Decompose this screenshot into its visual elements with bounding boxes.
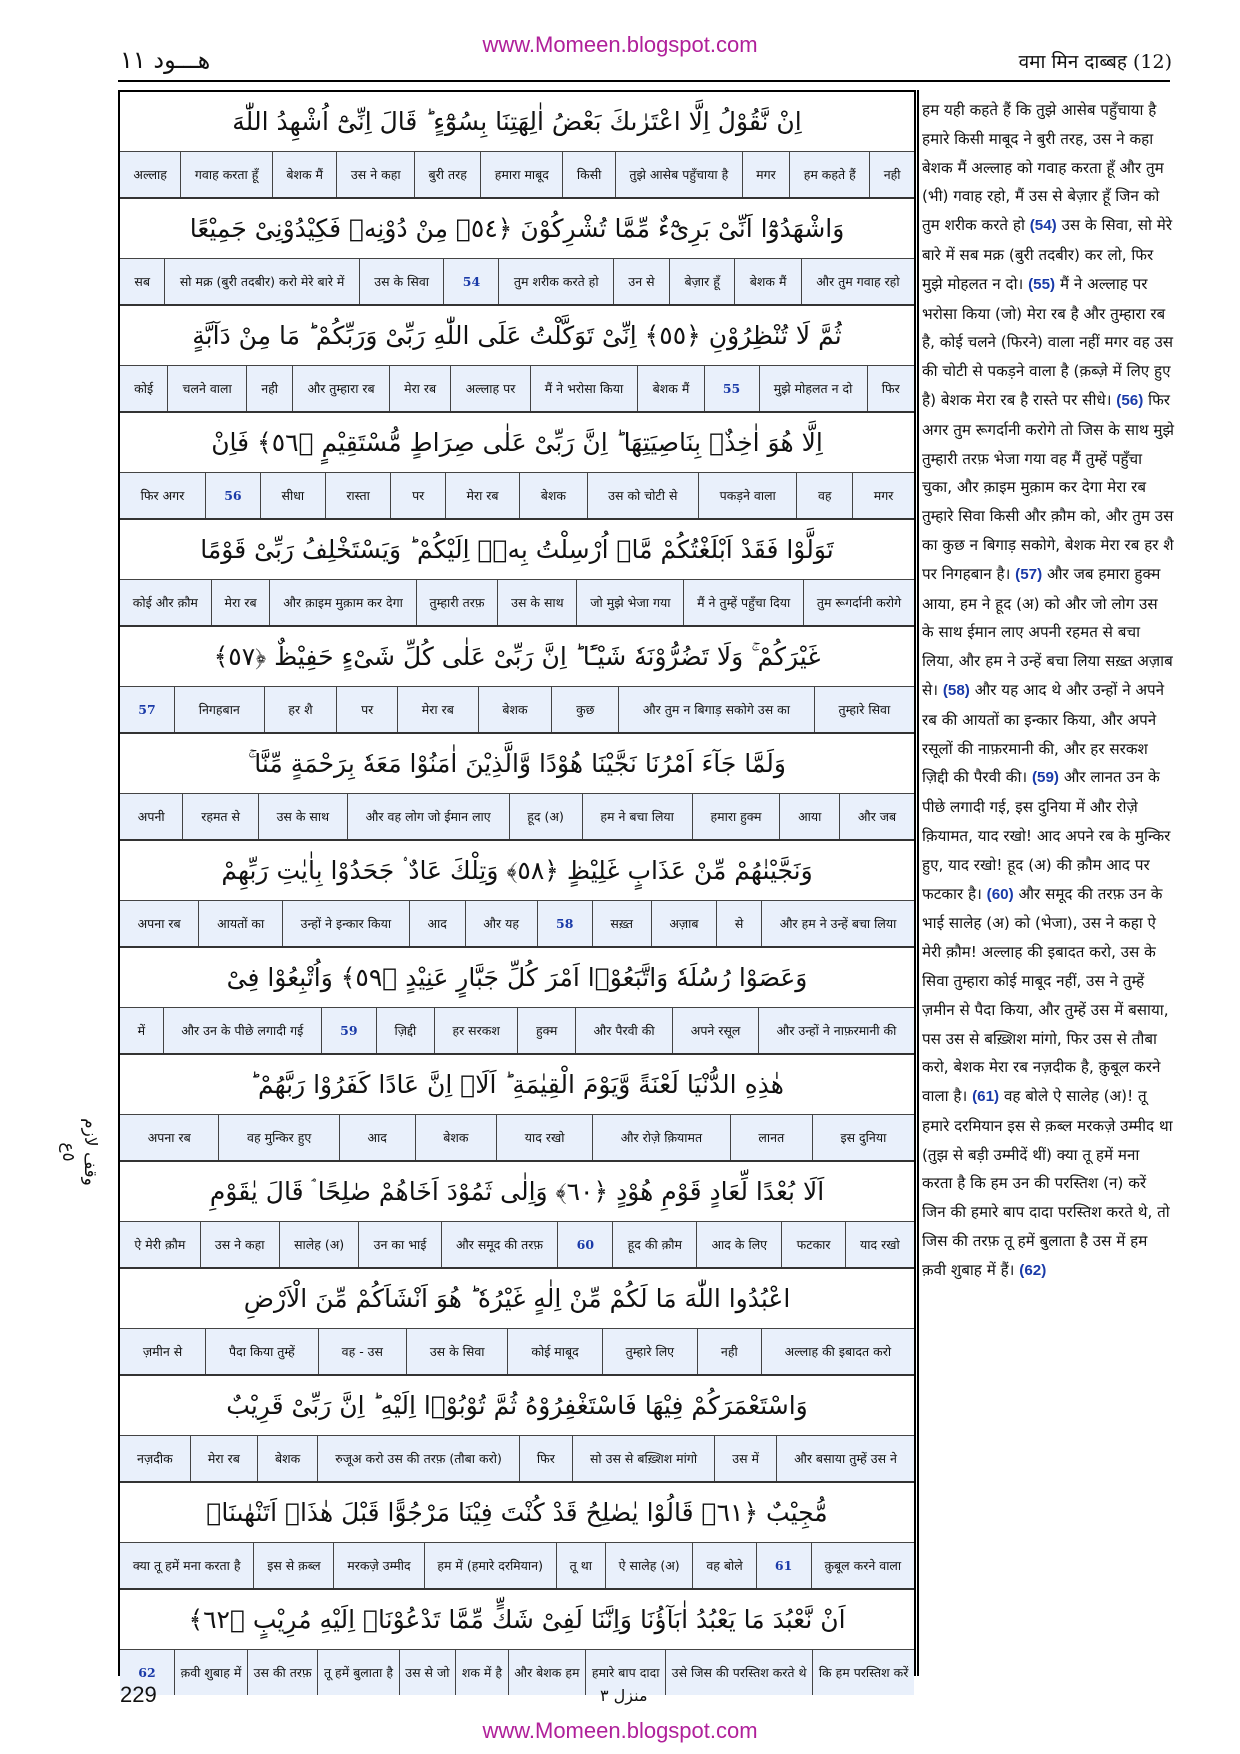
word-meaning-cell: ऐ सालेह (अ)	[605, 1543, 693, 1588]
word-meaning-cell: आद	[339, 1115, 415, 1160]
word-meaning-cell: हमारा माबूद	[480, 152, 562, 197]
word-meaning-cell: बेशक	[478, 687, 552, 732]
word-meaning-cell: अल्लाह पर	[450, 366, 529, 411]
word-meaning-cell: बेशक मैं	[272, 152, 337, 197]
translation-row	[120, 1543, 914, 1590]
word-meaning-cell: हमारे बाप दादा	[585, 1650, 665, 1695]
word-meaning-cell: बेशक मैं	[637, 366, 703, 411]
arabic-line: اَنْ نَّعْبُدَ مَا يَعْبُدُ اٰبَآؤُنَا وَاِنَّنَا لَفِىْ شَكٍّ مِّمَّا تَدْعُوْنَاۤ اِلَيْهِ مُرِيْبٍ ﴿٦٢﴾	[120, 1590, 914, 1650]
word-meaning-cell: बेज़ार हूँ	[669, 259, 734, 304]
word-meaning-cell: उस से जो	[399, 1650, 456, 1695]
word-meaning-cell: तुम रूगर्दानी करोगे	[803, 580, 914, 625]
para-title: वमा मिन दाब्बह (12)	[1018, 51, 1172, 73]
word-meaning-cell: कि हम परस्तिश करें	[812, 1650, 914, 1695]
translation-text: उस के सिवा, सो मेरे बारे में सब मक्र (बुरी तदबीर) कर लो, फिर मुझे मोहलत न दो।	[922, 216, 1173, 293]
word-meaning-cell: क़वी शुबाह में	[174, 1650, 247, 1695]
translation-row	[120, 366, 914, 413]
word-meaning-cell: इस से क़ब्ल	[253, 1543, 333, 1588]
word-meaning-cell: बेशक	[415, 1115, 497, 1160]
word-meaning-cell: रास्ता	[325, 473, 391, 518]
word-meaning-cell: तुम्हारे सिवा	[814, 687, 914, 732]
word-meaning-cell: उस के साथ	[497, 580, 576, 625]
verse-number: (54)	[1029, 217, 1057, 235]
arabic-line: وَلَمَّا جَآءَ اَمْرُنَا نَجَّيْنَا هُوْدًا وَّالَّذِيْنَ اٰمَنُوْا مَعَهٗ بِرَحْمَةٍ مِّنَّا ۚ	[120, 734, 914, 794]
word-meaning-cell: वह मुन्किर हुए	[218, 1115, 339, 1160]
word-meaning-cell: उन का भाई	[358, 1222, 440, 1267]
word-meaning-cell: नही	[869, 152, 914, 197]
verse-number-cell: 58	[537, 901, 592, 946]
word-meaning-cell: क़ुबूल करने वाला	[811, 1543, 914, 1588]
word-meaning-cell: बुरी तरह	[414, 152, 480, 197]
verse-number: (57)	[1015, 565, 1043, 583]
arabic-line: وَعَصَوْا رُسُلَهٗ وَاتَّبَعُوْۤا اَمْرَ كُلِّ جَبَّارٍ عَنِيْدٍ ﴿٥٩﴾ وَاُتْبِعُوْا فِىْ	[120, 948, 914, 1008]
surah-name-arabic: هـــود ١١	[120, 46, 211, 74]
word-meaning-cell: मगर	[742, 152, 790, 197]
word-meaning-cell: और समूद की तरफ़	[441, 1222, 558, 1267]
verse-number-cell: 56	[205, 473, 260, 518]
word-meaning-cell: फिर अगर	[140, 488, 185, 503]
verse-number-cell: 57	[138, 702, 156, 717]
translation-text: और यह आद थे और उन्हों ने अपने रब की आयतों का इन्कार किया, और अपने रसूलों की नाफ़रमानी की, और हर सरकश ज़िद्दी की पैरवी की।	[922, 680, 1165, 787]
word-meaning-cell: और बसाया तुम्हें उस ने	[776, 1436, 914, 1481]
word-meaning-cell: सालेह (अ)	[279, 1222, 359, 1267]
word-meaning-cell: और बेशक हम	[508, 1650, 586, 1695]
word-meaning-cell: तुम शरीक करते हो	[498, 259, 613, 304]
word-meaning-cell: तुम्हारी तरफ़	[416, 580, 498, 625]
word-meaning-cell: अज़ाब	[651, 901, 717, 946]
word-meaning-cell: पकड़ने वाला	[698, 473, 796, 518]
word-meaning-cell: उस ने कहा	[200, 1222, 279, 1267]
word-meaning-cell: फिर	[867, 366, 914, 411]
word-meaning-cell: याद रखो	[496, 1115, 592, 1160]
word-meaning-cell: उसे जिस की परस्तिश करते थे	[665, 1650, 812, 1695]
word-meaning-cell: और हम ने उन्हें बचा लिया	[761, 901, 914, 946]
word-meaning-cell: क्या तू हमें मना करता है	[132, 1558, 241, 1573]
translation-row	[120, 1329, 914, 1376]
word-meaning-cell: उस ने कहा	[336, 152, 414, 197]
word-meaning-cell: तू हमें बुलाता है	[317, 1650, 398, 1695]
word-meaning-cell: गवाह करता हूँ	[180, 152, 271, 197]
word-meaning-cell: सब	[134, 274, 150, 289]
word-meaning-cell: रहमत से	[182, 794, 257, 839]
word-meaning-cell: ऐ मेरी क़ौम	[134, 1237, 186, 1252]
word-meaning-cell: रुजूअ करो उस की तरफ़ (तौबा करो)	[317, 1436, 519, 1481]
verse-number: (62)	[1019, 1261, 1047, 1279]
word-meaning-cell: और तुम न बिगाड़ सकोगे उस का	[618, 687, 814, 732]
word-meaning-cell: उस में	[714, 1436, 776, 1481]
arabic-line: مُّجِيْبٌ ﴿٦١﴾ قَالُوْا يٰصٰلِحُ قَدْ كُنْتَ فِيْنَا مَرْجُوًّا قَبْلَ هٰذَاۤ اَتَنْهٰىنَاۤ	[120, 1483, 914, 1543]
word-meaning-cell: और क़ाइम मुक़ाम कर देगा	[269, 580, 415, 625]
word-meaning-cell: आया	[779, 794, 839, 839]
word-meaning-cell: उस के सिवा	[359, 259, 444, 304]
header-divider	[118, 80, 1170, 82]
word-meaning-cell: कुछ	[551, 687, 618, 732]
word-meaning-cell: और रोज़े क़ियामत	[592, 1115, 730, 1160]
translation-row	[120, 152, 914, 199]
word-meaning-cell: किसी	[562, 152, 614, 197]
word-meaning-cell: उस के साथ	[258, 794, 347, 839]
word-meaning-cell: इस दुनिया	[812, 1115, 914, 1160]
word-meaning-cell: वह	[796, 473, 852, 518]
word-meaning-cell: ज़िद्दी	[376, 1008, 434, 1053]
word-meaning-cell: अपनी	[137, 809, 165, 824]
word-meaning-cell: अल्लाह की इबादत करो	[761, 1329, 914, 1374]
word-meaning-cell: उन्हों ने इन्कार किया	[282, 901, 409, 946]
word-meaning-cell: मैं ने भरोसा किया	[530, 366, 638, 411]
translation-row	[120, 580, 914, 627]
site-url-top[interactable]: www.Momeen.blogspot.com	[482, 32, 758, 57]
word-meaning-cell: नही	[697, 1329, 761, 1374]
arabic-line: ثُمَّ لَا تُنْظِرُوْنِ ﴿٥٥﴾ اِنِّىْ تَوَكَّلْتُ عَلَى اللّٰهِ رَبِّىْ وَرَبِّكُمْ ؕ مَا مِنْ دَآبَّةٍ	[120, 306, 914, 366]
arabic-line: وَاشْهَدُوْٓا اَنِّىْ بَرِىْٓءٌ مِّمَّا تُشْرِكُوْنَ ﴿٥٤﴾ مِنْ دُوْنِهٖ فَكِيْدُوْنِىْ جَمِيْعًا	[120, 199, 914, 259]
word-meaning-cell: में	[137, 1023, 146, 1038]
translation-row	[120, 687, 914, 734]
translation-row	[120, 1008, 914, 1055]
ruku-margin-note: وقف لازم ٥ع	[58, 1118, 100, 1186]
verse-number: (56)	[1116, 391, 1144, 409]
word-meaning-cell: हूद (अ)	[509, 794, 582, 839]
verse-number: (60)	[986, 885, 1014, 903]
word-meaning-cell: हर सरकश	[434, 1008, 518, 1053]
word-meaning-cell: फिर	[519, 1436, 572, 1481]
translation-row	[120, 259, 914, 306]
word-meaning-cell: और तुम्हारा रब	[292, 366, 389, 411]
word-by-word-table	[118, 90, 916, 1680]
word-meaning-cell: मैं ने तुम्हें पहुँचा दिया	[683, 580, 803, 625]
word-meaning-cell: याद रखो	[845, 1222, 914, 1267]
verse-number-cell: 54	[443, 259, 498, 304]
translation-column	[922, 96, 1174, 1676]
word-meaning-cell: सो उस से बख़्शिश मांगो	[572, 1436, 714, 1481]
word-meaning-cell: वह - उस	[318, 1329, 406, 1374]
translation-text: हम यही कहते हैं कि तुझे आसेब पहुँचाया है हमारे किसी माबूद ने बुरी तरह, उस ने कहा बेशक मैं अल्लाह को गवाह करता हूँ और तुम (भी) गवाह रहो, मैं उस से बेज़ार हूँ जिन को तुम शरीक करते हो	[922, 101, 1164, 235]
manzil-label: منزل ٣	[600, 1686, 648, 1705]
word-meaning-cell: चलने वाला	[167, 366, 246, 411]
verse-number-cell: 61	[756, 1543, 811, 1588]
word-meaning-cell: उस के सिवा	[406, 1329, 508, 1374]
arabic-line: وَنَجَّيْنٰهُمْ مِّنْ عَذَابٍ غَلِيْظٍ ﴿٥٨﴾ وَتِلْكَ عَادٌ ۟ جَحَدُوْا بِاٰيٰتِ رَبِّهِمْ	[120, 841, 914, 901]
word-meaning-cell: और जब	[839, 794, 914, 839]
word-meaning-cell: सो मक्र (बुरी तदबीर) करो मेरे बारे में	[164, 259, 358, 304]
word-meaning-cell: मेरा रब	[397, 687, 478, 732]
word-meaning-cell: हम कहते हैं	[789, 152, 869, 197]
word-meaning-cell: आद	[409, 901, 465, 946]
arabic-line: هٰذِهِ الدُّنْيَا لَعْنَةً وَّيَوْمَ الْقِيٰمَةِ ؕ اَلَاۤ اِنَّ عَادًا كَفَرُوْا رَبَّهُمْ ؕ	[120, 1055, 914, 1115]
translation-text: और लानत उन के पीछे लगादी गई, इस दुनिया में और रोज़े क़ियामत, याद रखो! आद अपने रब के मुन्किर हुए, याद रखो! हूद (अ) की क़ौम आद पर फटकार है।	[922, 768, 1171, 903]
arabic-line: اِلَّا هُوَ اٰخِذٌۢ بِنَاصِيَتِهَا ؕ اِنَّ رَبِّىْ عَلٰى صِرَاطٍ مُّسْتَقِيْمٍ ﴿٥٦﴾ فَاِنْ	[120, 413, 914, 473]
word-meaning-cell: फटकार	[781, 1222, 844, 1267]
word-meaning-cell: नही	[246, 366, 292, 411]
translation-text: और समूद की तरफ़ उन के भाई सालेह (अ) को (भेजा), उस ने कहा ऐ मेरी क़ौम! अल्लाह की इबादत करो, उस के सिवा तुम्हारा कोई माबूद नहीं, उस ने तुम्हें ज़मीन से पैदा किया, और तुम्हें उस में बसाया, पस उस से बख़्शिश मांगो, फिर उस से तौबा करो, बेशक मेरा रब नज़दीक है, क़ुबूल करने वाला है।	[922, 884, 1169, 1106]
arabic-line: وَاسْتَعْمَرَكُمْ فِيْهَا فَاسْتَغْفِرُوْهُ ثُمَّ تُوْبُوْۤا اِلَيْهِ ؕ اِنَّ رَبِّىْ قَرِيْبٌ	[120, 1376, 914, 1436]
verse-number-cell: 62	[138, 1665, 156, 1680]
word-meaning-cell: कोई और क़ौम	[132, 595, 198, 610]
translation-text: वह बोले ऐ सालेह (अ)! तू हमारे दरमियान इस से क़ब्ल मरकज़े उम्मीद था (तुझ से बड़ी उम्मीदें थीं) क्या तू हमें मना करता है कि हम उन की परस्तिश (न) करें जिन की हमारे बाप दादा परस्तिश करते थे, तो जिस की तरफ़ तू हमें बुलाता है उस में हम क़वी शुबाह में हैं।	[922, 1087, 1173, 1279]
word-meaning-cell: मेरा रब	[389, 366, 450, 411]
word-meaning-cell: पैदा किया तुम्हें	[205, 1329, 318, 1374]
word-meaning-cell: हम ने बचा लिया	[582, 794, 692, 839]
translation-row	[120, 1436, 914, 1483]
word-meaning-cell: और वह लोग जो ईमान लाए	[347, 794, 509, 839]
translation-row	[120, 1222, 914, 1269]
word-meaning-cell: जो मुझे भेजा गया	[576, 580, 683, 625]
word-meaning-cell: आद के लिए	[696, 1222, 781, 1267]
translation-row	[120, 473, 914, 520]
translation-text: और जब हमारा हुक्म आया, हम ने हूद (अ) को और जो लोग उस के साथ ईमान लाए अपनी रहमत से बचा लिया, और हम ने उन्हें बचा लिया सख़्त अज़ाब से।	[922, 564, 1173, 699]
word-meaning-cell: सीधा	[260, 473, 325, 518]
page-number: 229	[120, 1682, 157, 1707]
column-divider	[917, 90, 919, 1676]
word-meaning-cell: और उन्हों ने नाफ़रमानी की	[758, 1008, 914, 1053]
verse-number: (59)	[1031, 769, 1059, 787]
arabic-line: تَوَلَّوْا فَقَدْ اَبْلَغْتُكُمْ مَّاۤ اُرْسِلْتُ بِهٖۤ اِلَيْكُمْ ؕ وَيَسْتَخْلِفُ رَبِّىْ قَوْمًا	[120, 520, 914, 580]
word-meaning-cell: मुझे मोहलत न दो	[759, 366, 867, 411]
word-meaning-cell: मरकज़े उम्मीद	[333, 1543, 423, 1588]
arabic-line: اعْبُدُوا اللّٰهَ مَا لَكُمْ مِّنْ اِلٰهٍ غَيْرُهٗ ؕ هُوَ اَنْشَاَكُمْ مِّنَ الْاَرْضِ	[120, 1269, 914, 1329]
word-meaning-cell: बेशक मैं	[734, 259, 801, 304]
verse-number: (58)	[942, 681, 970, 699]
word-meaning-cell: नज़दीक	[137, 1451, 173, 1466]
word-meaning-cell: सख़्त	[592, 901, 651, 946]
word-meaning-cell: कोई	[134, 381, 154, 396]
translation-row	[120, 1650, 914, 1695]
verse-number: (55)	[1028, 275, 1056, 293]
word-meaning-cell: अल्लाह	[133, 167, 167, 182]
word-meaning-cell: अपना रब	[137, 916, 181, 931]
word-meaning-cell: उस को चोटी से	[587, 473, 698, 518]
word-meaning-cell: उस की तरफ़	[247, 1650, 317, 1695]
translation-row	[120, 794, 914, 841]
word-meaning-cell: निगहबान	[174, 687, 264, 732]
word-meaning-cell: ज़मीन से	[142, 1344, 183, 1359]
translation-text: मैं ने अल्लाह पर भरोसा किया (जो) मेरा रब है और तुम्हारा रब है, कोई चलने (फिरने) वाला नहीं मगर वह उस की चोटी से पकड़ने वाला है (क़ब्ज़े में लिए हुए है) बेशक मेरा रब है रास्ते पर सीधे।	[922, 274, 1174, 409]
translation-row	[120, 901, 914, 948]
word-meaning-cell: वह बोले	[692, 1543, 755, 1588]
translation-text: फिर अगर तुम रूगर्दानी करोगे तो जिस के साथ मुझे तुम्हारी तरफ़ भेजा गया वह मैं तुम्हें पहुँचा चुका, और क़ाइम मुक़ाम कर देगा मेरा रब तुम्हारे सिवा किसी और क़ौम को, और तुम उस का कुछ न बिगाड़ सकोगे, बेशक मेरा रब हर शै पर निगहबान है।	[922, 390, 1174, 583]
word-meaning-cell: हर शै	[264, 687, 337, 732]
arabic-line: اَلَا بُعْدًا لِّعَادٍ قَوْمِ هُوْدٍ ﴿٦٠﴾ وَاِلٰى ثَمُوْدَ اَخَاهُمْ صٰلِحًا ۘ قَالَ يٰقَوْمِ	[120, 1162, 914, 1222]
word-meaning-cell: शक में है	[455, 1650, 507, 1695]
arabic-line: اِنْ نَّقُوْلُ اِلَّا اعْتَرٰىكَ بَعْضُ اٰلِهَتِنَا بِسُوْٓءٍ ؕ قَالَ اِنِّىْٓ اُشْهِدُ اللّٰهَ	[120, 92, 914, 152]
arabic-line: غَيْرَكُمْ ۚ وَلَا تَضُرُّوْنَهٗ شَيْـًٔا ؕ اِنَّ رَبِّىْ عَلٰى كُلِّ شَىْءٍ حَفِيْظٌ ﴿٥٧﴾	[120, 627, 914, 687]
verse-number-cell: 59	[321, 1008, 376, 1053]
word-meaning-cell: उन से	[613, 259, 669, 304]
word-meaning-cell: मगर	[852, 473, 914, 518]
word-meaning-cell: पर	[390, 473, 444, 518]
word-meaning-cell: अपना रब	[147, 1130, 191, 1145]
translation-row	[120, 1115, 914, 1162]
verse-number-cell: 60	[557, 1222, 612, 1267]
full-translation-paragraph	[922, 96, 1174, 1286]
word-meaning-cell: तुझे आसेब पहुँचाया है	[615, 152, 742, 197]
verse-number: (61)	[972, 1088, 1000, 1106]
word-meaning-cell: और यह	[465, 901, 537, 946]
word-meaning-cell: मेरा रब	[445, 473, 519, 518]
word-meaning-cell: अपने रसूल	[672, 1008, 758, 1053]
word-meaning-cell: पर	[336, 687, 397, 732]
word-meaning-cell: मेरा रब	[190, 1436, 257, 1481]
word-meaning-cell: आयतों का	[198, 901, 282, 946]
verse-number-cell: 55	[704, 366, 759, 411]
word-meaning-cell: और तुम गवाह रहो	[801, 259, 914, 304]
word-meaning-cell: बेशक	[519, 473, 586, 518]
word-meaning-cell: और पैरवी की	[575, 1008, 672, 1053]
site-url-bottom[interactable]: www.Momeen.blogspot.com	[482, 1718, 758, 1743]
word-meaning-cell: और उन के पीछे लगादी गई	[163, 1008, 321, 1053]
word-meaning-cell: मेरा रब	[211, 580, 270, 625]
word-meaning-cell: हमारा हुक्म	[692, 794, 780, 839]
word-meaning-cell: हम में (हमारे दरमियान)	[424, 1543, 556, 1588]
word-meaning-cell: तू था	[556, 1543, 605, 1588]
word-meaning-cell: लानत	[730, 1115, 812, 1160]
word-meaning-cell: से	[716, 901, 761, 946]
word-meaning-cell: कोई माबूद	[507, 1329, 601, 1374]
word-meaning-cell: हूद की क़ौम	[612, 1222, 696, 1267]
word-meaning-cell: तुम्हारे लिए	[602, 1329, 697, 1374]
word-meaning-cell: हुक्म	[517, 1008, 575, 1053]
word-meaning-cell: बेशक	[257, 1436, 317, 1481]
